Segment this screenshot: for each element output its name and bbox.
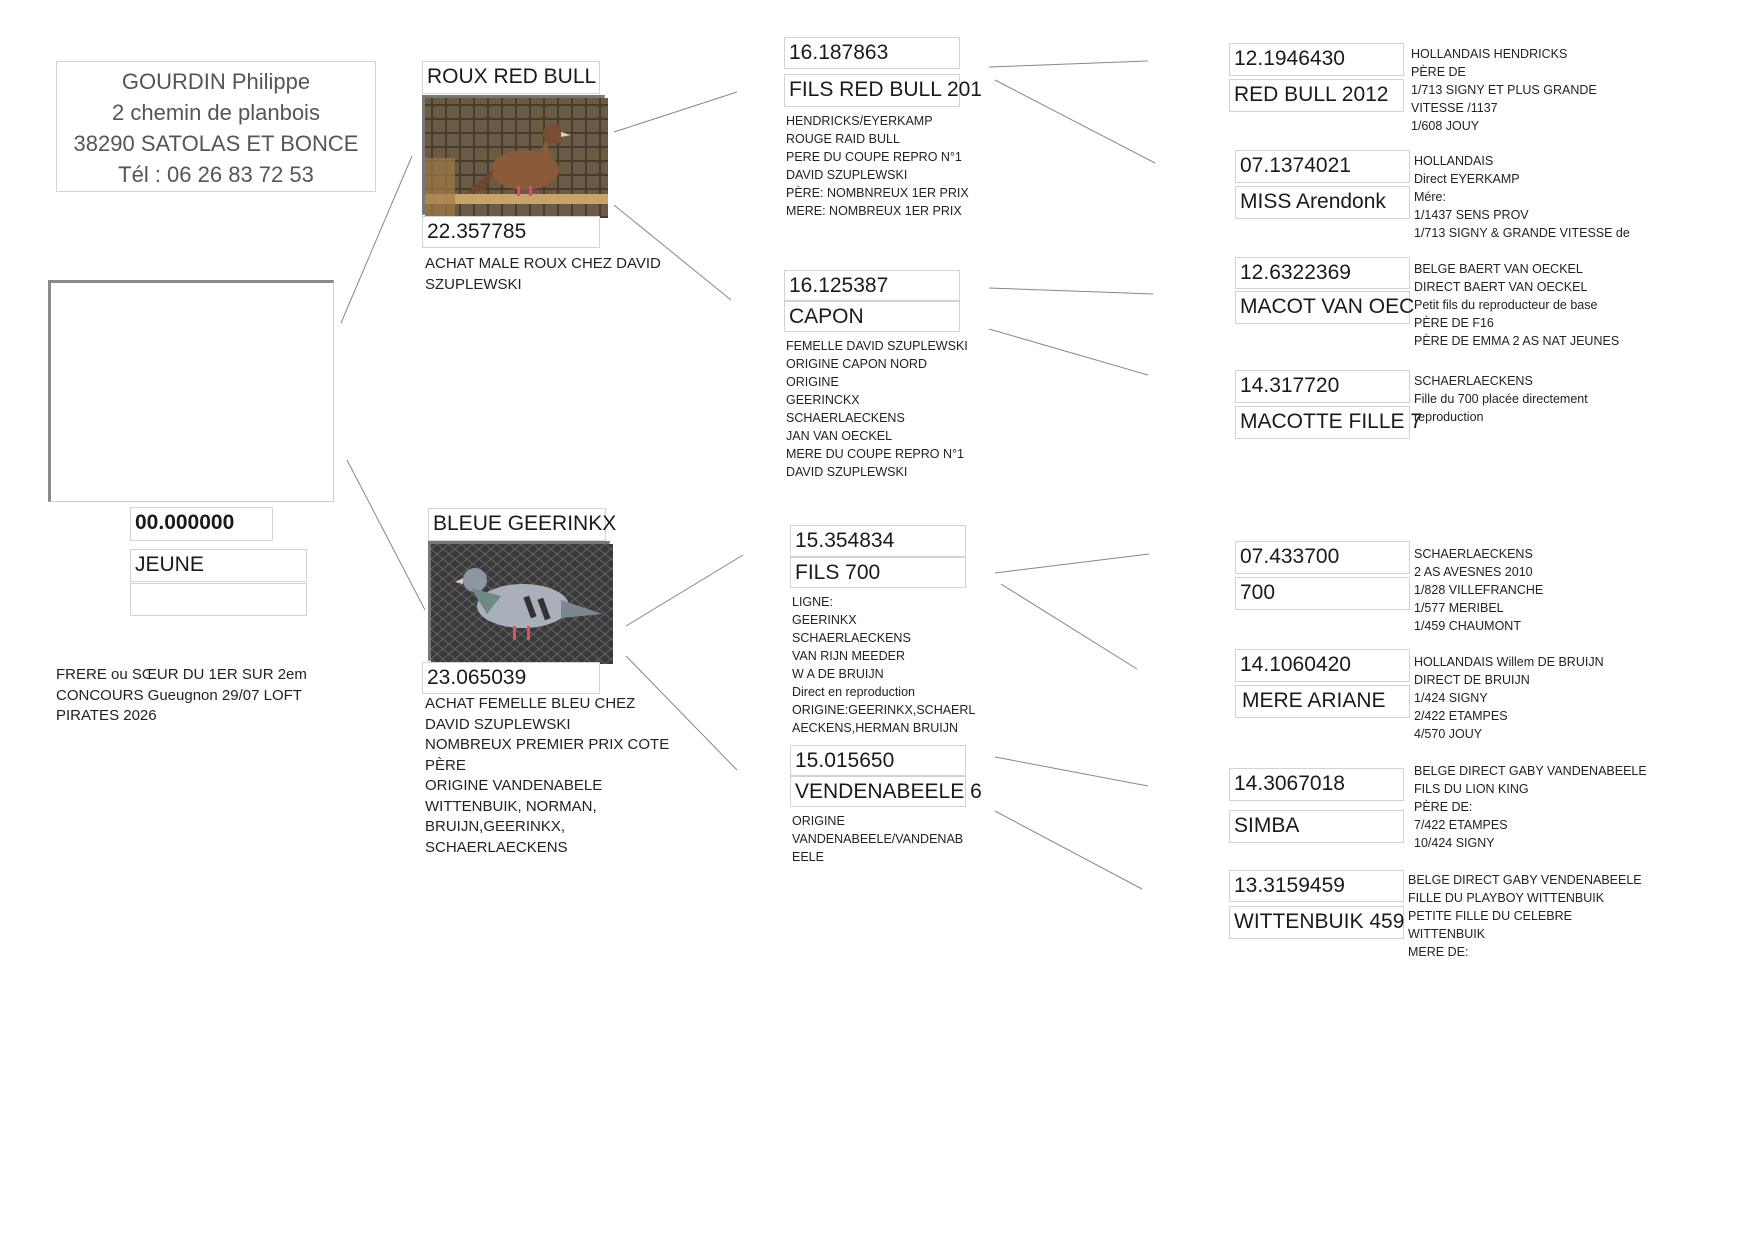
- note-line: ORIGINE: [786, 375, 839, 389]
- note-line: DAVID SZUPLEWSKI: [786, 465, 908, 479]
- gen3-notes: [1414, 260, 1619, 350]
- sire-note-line: ACHAT MALE ROUX CHEZ DAVID: [425, 255, 661, 272]
- dam-note-line: BRUIJN,GEERINKX,: [425, 818, 566, 835]
- connector-gen2d-gen3h: [995, 811, 1142, 889]
- note-line: PÈRE DE F16: [1414, 316, 1494, 330]
- note-line: 1/608 JOUY: [1411, 119, 1480, 133]
- gen2-name: FILS RED BULL 201: [784, 74, 960, 107]
- note-line: ROUGE RAID BULL: [786, 132, 900, 146]
- sire-note-line: SZUPLEWSKI: [425, 275, 522, 293]
- note-line: 1/713 SIGNY & GRANDE VITESSE de: [1414, 226, 1630, 240]
- gen3-name: WITTENBUIK 459: [1229, 906, 1404, 939]
- note-line: PÈRE: NOMBNREUX 1ER PRIX: [786, 186, 969, 200]
- note-line: HOLLANDAIS HENDRICKS: [1411, 47, 1568, 61]
- note-line: PÈRE DE: [1411, 65, 1466, 79]
- note-line: 1/577 MERIBEL: [1414, 601, 1504, 615]
- gen3-ring: 12.1946430: [1229, 43, 1404, 76]
- note-line: BELGE BAERT VAN OECKEL: [1414, 262, 1583, 276]
- connector-sire-gen2a: [614, 92, 737, 132]
- gen2-ring: 16.125387: [784, 270, 960, 301]
- gen3-ring: 14.3067018: [1229, 768, 1404, 801]
- dam-note-line: NOMBREUX PREMIER PRIX COTE: [425, 736, 670, 753]
- dam-note-line: ORIGINE VANDENABELE: [425, 777, 603, 794]
- owner-city: 38290 SATOLAS ET BONCE: [73, 131, 359, 156]
- note-line: DAVID SZUPLEWSKI: [786, 168, 908, 182]
- gen2-ring: 15.015650: [790, 745, 966, 776]
- gen3-notes: [1414, 152, 1630, 242]
- subject-notes: [56, 665, 307, 727]
- note-line: reproduction: [1414, 410, 1484, 424]
- note-line: BELGE DIRECT GABY VANDENABEELE: [1414, 764, 1647, 778]
- note-line: GEERINCKX: [786, 393, 860, 407]
- connector-gen2c-gen3f: [1001, 584, 1137, 669]
- note-line: Fille du 700 placée directement: [1414, 392, 1588, 406]
- connector-gen2a-gen3b: [995, 80, 1155, 163]
- connector-gen2a-gen3a: [989, 61, 1148, 67]
- connector-subject-dam: [347, 460, 425, 610]
- gen3-name: 700: [1235, 577, 1410, 610]
- sire-ring: 22.357785: [422, 216, 600, 248]
- gen2-notes: [786, 112, 969, 220]
- gen3-ring: 14.1060420: [1235, 649, 1410, 682]
- dam-notes: [425, 694, 669, 858]
- gen3-notes: [1411, 45, 1597, 135]
- gen3-name: MISS Arendonk: [1235, 186, 1410, 219]
- dam-note-line: DAVID SZUPLEWSKI: [425, 715, 571, 733]
- note-line: 1/459 CHAUMONT: [1414, 619, 1521, 633]
- note-line: Petit fils du reproducteur de base: [1414, 298, 1598, 312]
- note-line: FEMELLE DAVID SZUPLEWSKI: [786, 339, 968, 353]
- note-line: SCHAERLAECKENS: [786, 411, 905, 425]
- gen3-ring: 07.433700: [1235, 541, 1410, 574]
- note-line: BELGE DIRECT GABY VENDENABEELE: [1408, 873, 1642, 887]
- note-line: DIRECT DE BRUIJN: [1414, 673, 1530, 687]
- note-line: 1/424 SIGNY: [1414, 691, 1488, 705]
- dam-name: BLEUE GEERINKX: [428, 508, 606, 541]
- connector-gen2d-gen3g: [995, 757, 1148, 786]
- sire-name: ROUX RED BULL: [422, 61, 600, 94]
- connector-gen2b-gen3c: [989, 288, 1153, 294]
- gen3-ring: 12.6322369: [1235, 257, 1410, 289]
- red-pigeon-image: [425, 98, 608, 218]
- note-line: 7/422 ETAMPES: [1414, 818, 1508, 832]
- gen2-name: FILS 700: [790, 557, 966, 588]
- note-line: AECKENS,HERMAN BRUIJN: [792, 721, 958, 735]
- owner-info-box: [56, 61, 376, 192]
- note-line: WITTENBUIK: [1408, 927, 1486, 941]
- subject-note-line: PIRATES 2026: [56, 707, 157, 724]
- gen2-ring: 15.354834: [790, 525, 966, 557]
- note-line: SCHAERLAECKENS: [792, 631, 911, 645]
- gen3-name: MACOTTE FILLE 7: [1235, 406, 1410, 439]
- gen3-ring: 14.317720: [1235, 370, 1410, 403]
- sire-photo: [422, 95, 605, 215]
- owner-address: 2 chemin de planbois: [112, 100, 320, 125]
- owner-phone: Tél : 06 26 83 72 53: [118, 162, 314, 187]
- note-line: MERE DU COUPE REPRO N°1: [786, 447, 964, 461]
- connector-gen2c-gen3e: [995, 554, 1149, 573]
- dam-note-line: SCHAERLAECKENS: [425, 838, 568, 856]
- gen3-notes: [1408, 871, 1642, 961]
- gen2-ring: 16.187863: [784, 37, 960, 69]
- note-line: ORIGINE:GEERINKX,SCHAERL: [792, 703, 976, 717]
- note-line: 1/828 VILLEFRANCHE: [1414, 583, 1544, 597]
- note-line: JAN VAN OECKEL: [786, 429, 893, 443]
- dam-photo: [428, 541, 610, 661]
- connector-gen2b-gen3d: [989, 329, 1148, 375]
- owner-name: GOURDIN Philippe: [121, 69, 311, 94]
- note-line: 1/713 SIGNY ET PLUS GRANDE: [1411, 83, 1597, 97]
- note-line: 2 AS AVESNES 2010: [1414, 565, 1533, 579]
- connector-dam-gen2c: [626, 555, 743, 626]
- note-line: ORIGINE: [792, 814, 845, 828]
- note-line: 10/424 SIGNY: [1414, 836, 1495, 850]
- dam-note-line: ACHAT FEMELLE BLEU CHEZ: [425, 695, 636, 712]
- note-line: FILS DU LION KING: [1414, 782, 1529, 796]
- note-line: PERE DU COUPE REPRO N°1: [786, 150, 962, 164]
- sire-notes: [425, 254, 661, 295]
- gen3-name: SIMBA: [1229, 810, 1404, 843]
- subject-name: JEUNE: [130, 549, 307, 582]
- note-line: GEERINKX: [792, 613, 857, 627]
- note-line: HOLLANDAIS Willem DE BRUIJN: [1414, 655, 1604, 669]
- note-line: 1/1437 SENS PROV: [1414, 208, 1529, 222]
- gen2-notes: [792, 812, 963, 866]
- gen3-name: RED BULL 2012: [1229, 79, 1404, 112]
- note-line: HOLLANDAIS: [1414, 154, 1494, 168]
- gen2-name: VENDENABEELE 6: [790, 776, 966, 807]
- note-line: MERE: NOMBREUX 1ER PRIX: [786, 204, 962, 218]
- gen3-name: MERE ARIANE: [1235, 685, 1410, 718]
- gen3-notes: [1414, 762, 1647, 852]
- subject-note-line: CONCOURS Gueugnon 29/07 LOFT: [56, 686, 302, 704]
- note-line: DIRECT BAERT VAN OECKEL: [1414, 280, 1588, 294]
- note-line: VAN RIJN MEEDER: [792, 649, 905, 663]
- dam-note-line: PÈRE: [425, 756, 466, 774]
- note-line: HENDRICKS/EYERKAMP: [786, 114, 933, 128]
- gen2-notes: [786, 337, 968, 481]
- note-line: PETITE FILLE DU CELEBRE: [1408, 909, 1572, 923]
- gen3-notes: [1414, 372, 1588, 426]
- note-line: Direct en reproduction: [792, 685, 915, 699]
- subject-extra: [130, 583, 307, 616]
- note-line: Direct EYERKAMP: [1414, 172, 1520, 186]
- gen3-ring: 13.3159459: [1229, 870, 1404, 902]
- note-line: VITESSE /1137: [1411, 101, 1498, 115]
- note-line: LIGNE:: [792, 595, 833, 609]
- note-line: SCHAERLAECKENS: [1414, 374, 1533, 388]
- note-line: Mére:: [1414, 190, 1446, 204]
- note-line: FILLE DU PLAYBOY WITTENBUIK: [1408, 891, 1605, 905]
- note-line: VANDENABEELE/VANDENAB: [792, 832, 964, 846]
- gen2-name: CAPON: [784, 301, 960, 332]
- note-line: EELE: [792, 850, 824, 864]
- blue-pigeon-image: [431, 544, 613, 664]
- note-line: 4/570 JOUY: [1414, 727, 1483, 741]
- note-line: SCHAERLAECKENS: [1414, 547, 1533, 561]
- gen3-name: MACOT VAN OEC: [1235, 291, 1410, 324]
- note-line: PÈRE DE:: [1414, 800, 1473, 814]
- gen2-notes: [792, 593, 976, 735]
- dam-note-line: WITTENBUIK, NORMAN,: [425, 797, 597, 815]
- subject-note-line: FRERE ou SŒUR DU 1ER SUR 2em: [56, 666, 307, 683]
- gen3-notes: [1414, 545, 1543, 635]
- gen3-notes: [1414, 653, 1604, 743]
- note-line: ORIGINE CAPON NORD: [786, 357, 927, 371]
- subject-photo-placeholder: [48, 280, 334, 502]
- note-line: W A DE BRUIJN: [792, 667, 884, 681]
- gen3-ring: 07.1374021: [1235, 150, 1410, 183]
- note-line: MERE DE:: [1408, 945, 1469, 959]
- note-line: PÈRE DE EMMA 2 AS NAT JEUNES: [1414, 334, 1620, 348]
- subject-ring: 00.000000: [130, 507, 273, 541]
- dam-ring: 23.065039: [422, 662, 600, 694]
- note-line: 2/422 ETAMPES: [1414, 709, 1508, 723]
